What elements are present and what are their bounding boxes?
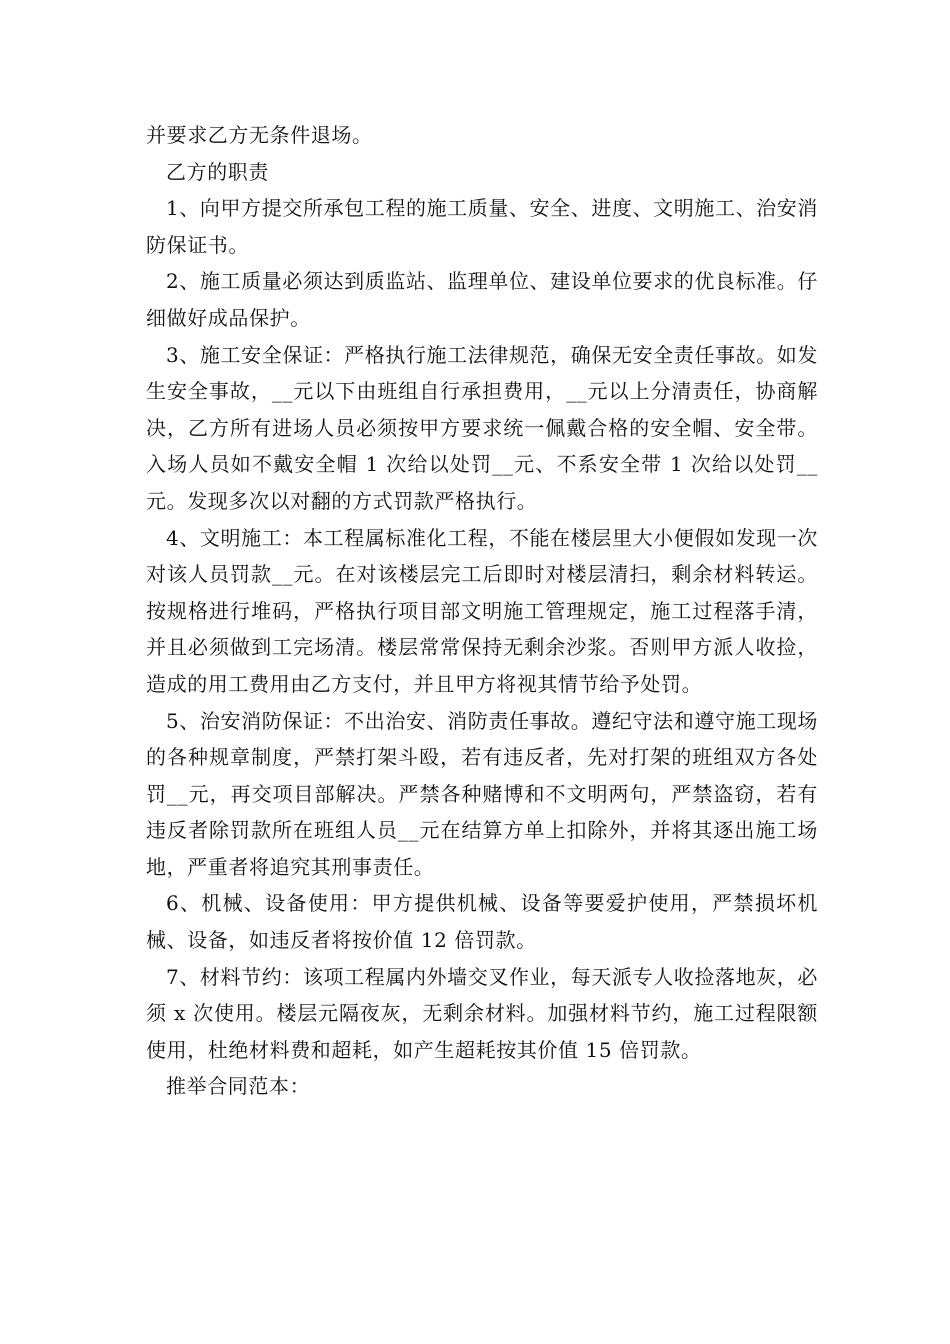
clause-7: 7、材料节约：该项工程属内外墙交叉作业，每天派专人收捡落地灰，必须 x 次使用。楼层元隔夜灰，无剩余材料。加强材料节约，施工过程限额使用，杜绝材料费和超耗，如产生超耗按其价值 15 倍罚款。 [146, 964, 818, 1062]
paragraph-continuation: 并要求乙方无条件退场。 [146, 123, 373, 147]
clause-6: 6、机械、设备使用：甲方提供机械、设备等要爱护使用，严禁损坏机械、设备，如违反者将按价值 12 倍罚款。 [146, 891, 818, 953]
clause-1: 1、向甲方提交所承包工程的施工质量、安全、进度、文明施工、治安消防保证书。 [146, 196, 818, 257]
clause-5: 5、治安消防保证：不出治安、消防责任事故。遵纪守法和遵守施工现场的各种规章制度，严禁打架斗殴，若有违反者，先对打架的班组双方各处罚__元，再交项目部解决。严禁各种赌博和不文明两句，严禁盗窃，若有违反者除罚款所在班组人员__元在结算方单上扣除外，并将其逐出施工场地，严重者将追究其刑事责任。 [146, 708, 818, 879]
recommended-template-heading: 推举合同范本： [166, 1074, 311, 1099]
clause-2: 2、施工质量必须达到质监站、监理单位、建设单位要求的优良标准。仔细做好成品保护。 [146, 269, 818, 330]
section-heading-party-b-duties: 乙方的职责 [166, 159, 269, 184]
clause-4: 4、文明施工：本工程属标准化工程，不能在楼层里大小便假如发现一次对该人员罚款__元。在对该楼层完工后即时对楼层清扫，剩余材料转运。按规格进行堆码，严格执行项目部文明施工管理规定，施工过程落手清，并且必须做到工完场清。楼层常常保持无剩余沙浆。否则甲方派人收捡，造成的用工费用由乙方支付，并且甲方将视其情节给予处罚。 [146, 525, 818, 696]
document-body [146, 117, 818, 1105]
clause-3: 3、施工安全保证：严格执行施工法律规范，确保无安全责任事故。如发生安全事故，__元以下由班组自行承担费用，__元以上分清责任，协商解决，乙方所有进场人员必须按甲方要求统一佩戴合格的安全帽、安全带。入场人员如不戴安全帽 1 次给以处罚__元、不系安全带 1 次给以处罚__元。发现多次以对翻的方式罚款严格执行。 [146, 342, 819, 513]
